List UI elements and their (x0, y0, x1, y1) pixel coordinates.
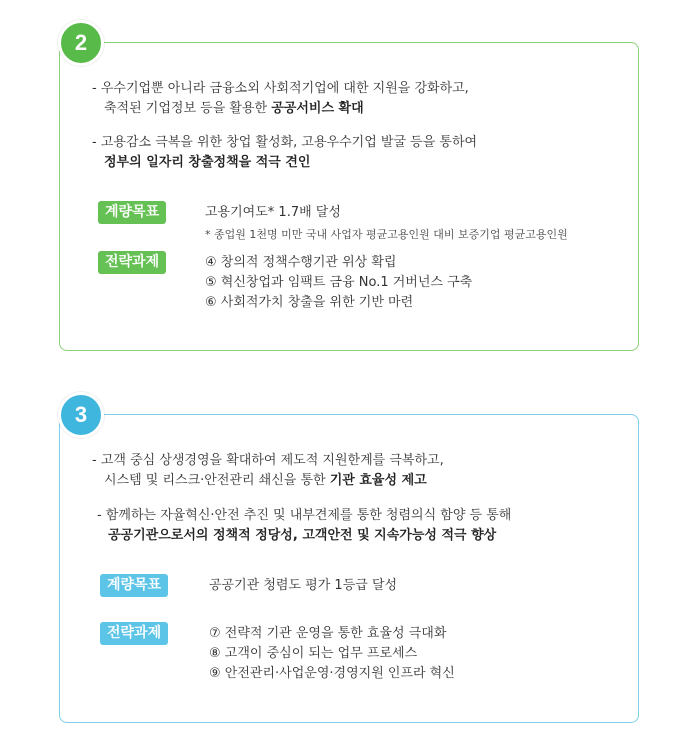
section-2-task-item: ⑤ 혁신창업과 임팩트 금융 No.1 거버넌스 구축 (205, 275, 473, 290)
section-2-bullet-1-line-1: - 우수기업뿐 아니라 금융소외 사회적기업에 대한 지원을 강화하고, (92, 81, 469, 96)
section-2-bullet-2-line-2 (104, 155, 310, 171)
section-3-bullet-2-highlight: 공공기관으로서의 정책적 정당성, 고객안전 및 지속가능성 적극 향상 (108, 528, 497, 543)
section-2-number-badge: 2 (58, 20, 104, 66)
section-3-bullet-1-line-2 (104, 473, 427, 489)
section-3-bullet-1-highlight: 기관 효율성 제고 (329, 473, 427, 488)
section-2-target-note: * 종업원 1천명 미만 국내 사업자 평균고용인원 대비 보증기업 평균고용인원 (205, 228, 568, 241)
section-3-task-item: ⑧ 고객이 중심이 되는 업무 프로세스 (209, 646, 418, 661)
section-3-bullet-1-line-1: - 고객 중심 상생경영을 확대하여 제도적 지원한계를 극복하고, (92, 453, 444, 468)
section-2-bullet-2-line-1: - 고용감소 극복을 위한 창업 활성화, 고용우수기업 발굴 등을 통하여 (92, 135, 478, 150)
section-3-number-badge: 3 (58, 392, 104, 438)
section-2-bullet-1-highlight: 공공서비스 확대 (271, 101, 364, 116)
section-3-bullet-2-line-1: - 함께하는 자율혁신·안전 추진 및 내부견제를 통한 청렴의식 함양 등 통해 (97, 508, 512, 523)
section-3-bullet-2-line-2 (108, 528, 496, 544)
section-2-bullet-1-text: 축적된 기업정보 등을 활용한 (104, 101, 272, 116)
section-3-bullet-1-text: 시스템 및 리스크·안전관리 쇄신을 통한 (104, 473, 330, 488)
section-2-tasks-badge: 전략과제 (98, 251, 166, 274)
section-2-target-badge: 계량목표 (98, 201, 166, 224)
section-3-tasks-badge: 전략과제 (100, 622, 168, 645)
section-2-bullet-1-line-2 (104, 101, 364, 117)
section-2-task-item: ⑥ 사회적가치 창출을 위한 기반 마련 (205, 295, 414, 310)
section-3-task-item: ⑦ 전략적 기관 운영을 통한 효율성 극대화 (209, 626, 447, 641)
section-3-target-text: 공공기관 청렴도 평가 1등급 달성 (209, 578, 398, 593)
section-3-target-badge: 계량목표 (100, 574, 168, 597)
section-3-task-item: ⑨ 안전관리·사업운영·경영지원 인프라 혁신 (209, 666, 455, 681)
section-2-target-text: 고용기여도* 1.7배 달성 (205, 205, 341, 220)
section-2-task-item: ④ 창의적 정책수행기관 위상 확립 (205, 255, 397, 270)
section-2-bullet-2-highlight: 정부의 일자리 창출정책을 적극 견인 (104, 155, 311, 170)
